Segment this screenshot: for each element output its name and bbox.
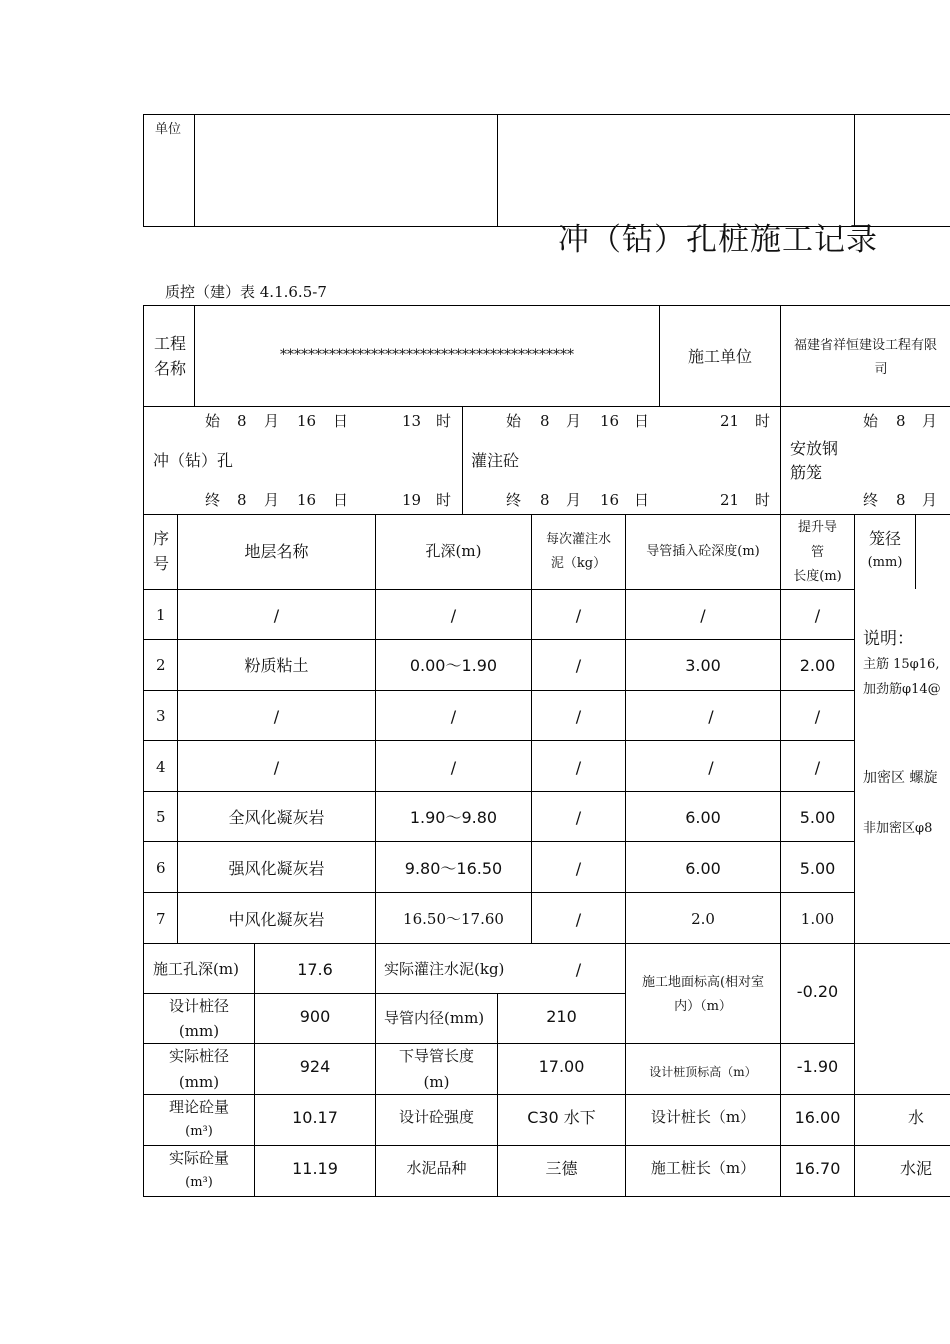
pour-start-hour-unit: 时 <box>755 412 771 430</box>
header-lift: 提升导 <box>797 520 837 535</box>
drill-end-month-unit: 月 <box>264 491 280 509</box>
build-length-label: 施工桩长（m） <box>650 1159 756 1177</box>
header-tube-depth: 导管插入砼深度(m) <box>646 544 760 559</box>
row-number: 3 <box>156 707 166 725</box>
grid-line <box>854 943 855 1196</box>
drill-start-hour: 13 <box>402 412 422 430</box>
row-layer: 强风化凝灰岩 <box>228 859 325 878</box>
header-layer: 地层名称 <box>244 542 309 561</box>
grid-line <box>194 305 195 406</box>
header-cement: 每次灌注水 <box>545 532 611 547</box>
grid-line <box>143 1043 855 1044</box>
grid-line <box>531 514 532 943</box>
cage-start-month-unit: 月 <box>922 412 938 430</box>
drill-start-day-unit: 日 <box>333 412 349 430</box>
row-lift: / <box>814 758 821 777</box>
design-length-label: 设计桩长（m） <box>650 1108 756 1126</box>
drill-start-word: 始 <box>205 412 221 430</box>
cage-end-month-unit: 月 <box>922 491 938 509</box>
design-diameter-label: (mm) <box>178 1022 220 1040</box>
grid-line <box>143 1094 950 1095</box>
header-lift: 管 <box>810 545 824 560</box>
pile-top-elevation-label: 设计桩顶标高（m） <box>649 1065 757 1079</box>
grid-line <box>462 406 463 514</box>
contractor-value: 福建省祥恒建设工程有限 <box>794 338 938 353</box>
grid-line <box>625 514 626 943</box>
grid-line <box>143 841 855 842</box>
grid-line <box>143 943 950 944</box>
pour-end-hour-unit: 时 <box>755 491 771 509</box>
grid-line <box>177 514 178 943</box>
ground-elevation-label: 内）（m） <box>674 999 732 1014</box>
drill-end-hour-unit: 时 <box>436 491 452 509</box>
cage-start-month: 8 <box>896 412 906 430</box>
grid-line <box>375 514 376 943</box>
row-tube-depth: / <box>708 758 714 777</box>
design-strength-value: C30 水下 <box>527 1108 596 1127</box>
project-name-label: 工程 <box>154 334 187 353</box>
pour-end-hour: 21 <box>720 491 740 509</box>
row-depth: / <box>450 707 457 726</box>
pile-top-elevation-value: -1.90 <box>796 1057 839 1076</box>
row-lift: / <box>814 707 821 726</box>
row-depth: 16.50～17.60 <box>403 910 504 928</box>
pour-end-day-unit: 日 <box>634 491 650 509</box>
row-layer: / <box>273 758 280 777</box>
page-title: 冲（钻）孔桩施工记录 <box>558 222 878 258</box>
row-tube-depth: 6.00 <box>685 808 721 827</box>
design-strength-label: 设计砼强度 <box>398 1108 474 1126</box>
tube-length-label: 下导管长度 <box>398 1047 474 1065</box>
cage-end-word: 终 <box>863 491 879 509</box>
header-cement: 泥（kg） <box>550 556 607 571</box>
tube-length-value: 17.00 <box>538 1057 585 1076</box>
grid-line <box>143 993 625 994</box>
table-bottom-border <box>143 1196 950 1197</box>
notes-main-rebar: 主筋 15φ16, <box>863 657 940 672</box>
grid-line <box>143 406 950 407</box>
notes-stiffener: 加劲筋φ14@ <box>863 682 941 697</box>
row-tube-depth: 6.00 <box>685 859 721 878</box>
actual-concrete-value: 11.19 <box>292 1159 338 1178</box>
notes-non-dense-zone: 非加密区φ8 <box>863 821 933 836</box>
tube-length-label: (m) <box>423 1073 450 1091</box>
row-lift: 2.00 <box>799 656 836 675</box>
drill-end-month: 8 <box>237 491 247 509</box>
row-number: 5 <box>156 808 166 826</box>
design-diameter-label: 设计桩径 <box>168 997 229 1015</box>
drill-start-month-unit: 月 <box>264 412 280 430</box>
cage-label: 安放钢 <box>790 439 839 458</box>
drill-end-hour: 19 <box>402 491 422 509</box>
grid-line <box>143 639 855 640</box>
grid-line <box>143 791 855 792</box>
actual-diameter-label: 实际桩径 <box>168 1047 229 1065</box>
cage-end-month: 8 <box>896 491 906 509</box>
row-cement: / <box>575 859 582 878</box>
drill-start-hour-unit: 时 <box>436 412 452 430</box>
actual-cement-label: 实际灌注水泥(kg) <box>384 960 505 978</box>
hole-depth-label: 施工孔深(m) <box>153 960 239 978</box>
actual-diameter-value: 924 <box>299 1057 331 1076</box>
notes-title: 说明： <box>863 629 914 649</box>
contractor-label: 施工单位 <box>687 347 752 366</box>
unit-box-divider <box>194 114 195 227</box>
row-number: 6 <box>156 859 166 877</box>
cement-brand-value: 三德 <box>545 1159 578 1178</box>
row-number: 7 <box>156 910 166 928</box>
theory-concrete-label: (m³) <box>185 1124 213 1139</box>
unit-box-divider <box>497 114 498 227</box>
row-depth: 9.80～16.50 <box>404 859 503 878</box>
header-depth: 孔深(m) <box>425 542 482 560</box>
row-layer: 全风化凝灰岩 <box>228 808 325 827</box>
row-cement: / <box>575 656 582 675</box>
row-lift: 5.00 <box>799 859 836 878</box>
pour-start-month: 8 <box>540 412 550 430</box>
drill-end-word: 终 <box>205 491 221 509</box>
row-cement: / <box>575 808 582 827</box>
notes-dense-zone: 加密区 螺旋 <box>863 770 938 786</box>
row-number: 4 <box>156 758 166 776</box>
grid-line <box>143 892 855 893</box>
design-length-value: 16.00 <box>794 1108 841 1127</box>
header-lift: 长度(m) <box>793 569 842 584</box>
drill-end-day: 16 <box>297 491 317 509</box>
pour-start-month-unit: 月 <box>566 412 582 430</box>
grid-line <box>143 589 855 590</box>
row-depth: / <box>450 758 457 777</box>
hole-depth-value: 17.6 <box>297 960 333 979</box>
pour-start-word: 始 <box>506 412 522 430</box>
grid-line <box>854 514 855 943</box>
row-layer: / <box>273 707 280 726</box>
unit-signature-box <box>143 114 950 227</box>
row-layer: 中风化凝灰岩 <box>228 910 325 929</box>
row-depth: / <box>450 606 457 625</box>
row-cement: / <box>575 707 582 726</box>
row-depth: 0.00～1.90 <box>409 656 498 675</box>
ground-elevation-label: 施工地面标高(相对室 <box>641 975 765 990</box>
row-tube-depth: 3.00 <box>685 656 721 675</box>
row-depth: 1.90～9.80 <box>409 808 498 827</box>
row-tube-depth: 2.0 <box>691 910 715 928</box>
tube-diameter-value: 210 <box>546 1007 577 1026</box>
cement-label: 水泥 <box>900 1159 933 1178</box>
pour-start-hour: 21 <box>720 412 740 430</box>
row-layer: / <box>273 606 280 625</box>
row-cement: / <box>575 910 582 929</box>
pour-end-month: 8 <box>540 491 550 509</box>
cage-label: 筋笼 <box>790 463 823 482</box>
pour-end-day: 16 <box>600 491 620 509</box>
cement-brand-label: 水泥品种 <box>406 1159 467 1177</box>
cage-start-word: 始 <box>863 412 879 430</box>
unit-box-divider <box>854 114 855 227</box>
drill-end-day-unit: 日 <box>333 491 349 509</box>
actual-concrete-label: 实际砼量 <box>168 1149 229 1167</box>
drill-start-day: 16 <box>297 412 317 430</box>
contractor-value: 司 <box>874 362 888 377</box>
actual-concrete-label: (m³) <box>185 1175 213 1190</box>
row-tube-depth: / <box>708 707 714 726</box>
grid-line <box>143 740 855 741</box>
grid-line <box>780 305 781 406</box>
build-length-value: 16.70 <box>794 1159 841 1178</box>
theory-concrete-label: 理论砼量 <box>168 1098 229 1116</box>
row-tube-depth: / <box>700 606 706 625</box>
header-seq: 号 <box>153 554 170 573</box>
pour-end-month-unit: 月 <box>566 491 582 509</box>
water-label: 水 <box>908 1108 925 1127</box>
table-top-border <box>143 305 950 306</box>
form-code: 质控（建）表 4.1.6.5-7 <box>165 283 327 301</box>
row-layer: 粉质粘土 <box>244 656 309 675</box>
pour-start-day: 16 <box>600 412 620 430</box>
project-name-label: 名称 <box>154 359 187 378</box>
design-diameter-value: 900 <box>299 1007 331 1026</box>
tube-diameter-label: 导管内径(mm) <box>384 1009 485 1027</box>
unit-label: 单位 <box>155 122 182 137</box>
actual-diameter-label: (mm) <box>178 1073 220 1091</box>
row-number: 2 <box>156 656 166 674</box>
row-lift: 5.00 <box>799 808 836 827</box>
grid-line <box>780 406 781 514</box>
row-lift: / <box>814 606 821 625</box>
pour-label: 灌注砼 <box>471 451 520 470</box>
header-seq: 序 <box>153 529 170 548</box>
grid-line <box>143 514 950 515</box>
drill-start-month: 8 <box>237 412 247 430</box>
project-name-value: ****************************************** <box>280 347 574 363</box>
header-cage-diameter: 笼径 <box>868 529 901 548</box>
actual-cement-value: / <box>575 960 582 979</box>
row-number: 1 <box>156 606 166 624</box>
header-cage-diameter: (mm) <box>867 555 903 570</box>
row-cement: / <box>575 758 582 777</box>
grid-line <box>915 514 916 589</box>
grid-line <box>143 690 855 691</box>
grid-line <box>143 1145 950 1146</box>
drill-label: 冲（钻）孔 <box>153 451 234 470</box>
ground-elevation-value: -0.20 <box>796 982 839 1001</box>
theory-concrete-value: 10.17 <box>292 1108 338 1127</box>
row-lift: 1.00 <box>800 910 835 928</box>
row-cement: / <box>575 606 582 625</box>
pour-start-day-unit: 日 <box>634 412 650 430</box>
pour-end-word: 终 <box>506 491 522 509</box>
